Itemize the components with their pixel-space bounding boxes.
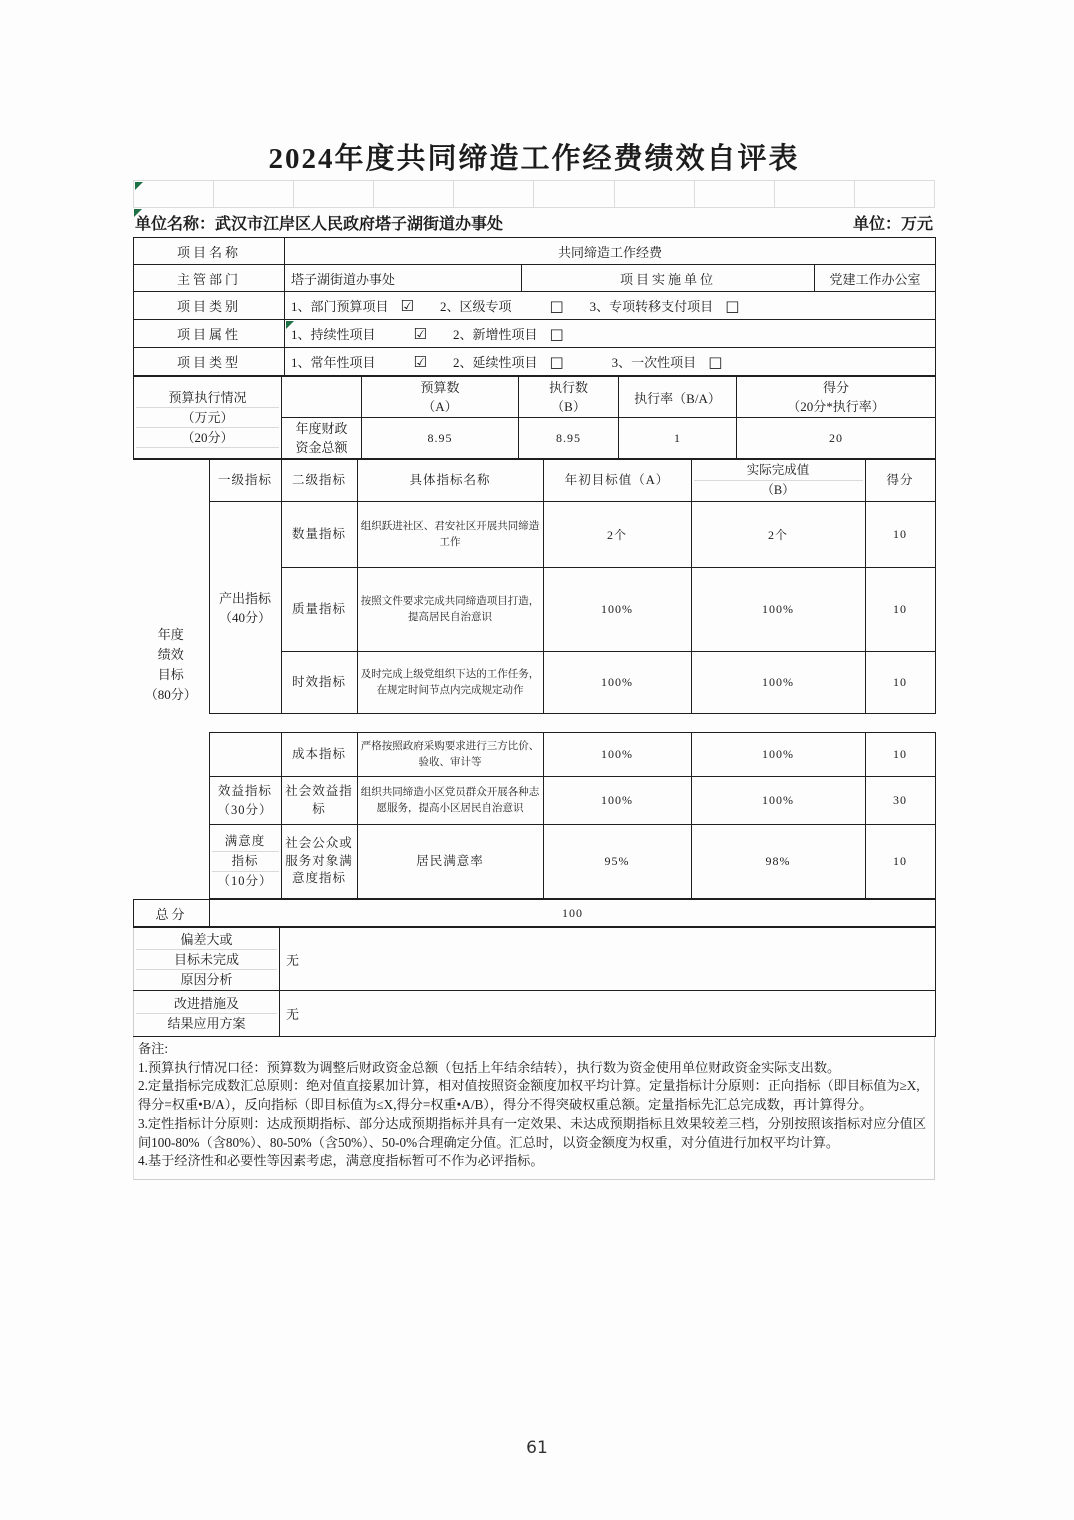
green-triangle-marker <box>134 209 142 217</box>
type-option-2 <box>453 352 564 371</box>
type-label: 项目类型 <box>134 348 285 376</box>
grid-cell <box>695 181 775 207</box>
notes-title: 备注: <box>138 1041 169 1056</box>
improvement-value: 无 <box>280 991 936 1037</box>
indicator-target: 100% <box>543 733 691 777</box>
annual-label-line: 绩效 <box>157 646 184 662</box>
group-label-line: 满意度 <box>212 832 279 852</box>
attribute-label: 项目属性 <box>134 320 285 348</box>
indicator-actual: 100% <box>691 652 865 714</box>
category-option-2 <box>440 296 564 315</box>
note-item-1: 1.预算执行情况口径：预算数为调整后财政资金总额（包括上年结余结转），执行数为资金使用单位财政资金实际支出数。 <box>138 1059 841 1075</box>
option-text: 2、区级专项 <box>439 299 512 314</box>
green-triangle-marker <box>286 321 294 329</box>
header-score: 得分 <box>865 460 935 502</box>
budget-empty-cell <box>282 377 362 418</box>
indicator-name: 及时完成上级党组织下达的工作任务，在规定时间节点内完成规定动作 <box>357 652 543 714</box>
checkbox-unchecked-icon[interactable]: □ <box>549 296 564 315</box>
impl-unit-label: 项目实施单位 <box>522 265 815 292</box>
exec-rate: 1 <box>619 418 737 459</box>
indicator-actual: 100% <box>691 733 865 777</box>
annual-fund-label <box>282 418 362 459</box>
benefit-group-label <box>209 777 281 825</box>
label-line: 原因分析 <box>180 971 233 987</box>
checkbox-unchecked-icon[interactable]: □ <box>549 352 564 371</box>
indicator-target: 2个 <box>543 502 691 568</box>
unit-name-row <box>133 208 935 237</box>
grid-cell <box>615 181 695 207</box>
indicator-actual: 100% <box>691 568 865 652</box>
annual-goal-continuation-spacer <box>133 733 209 899</box>
header-line: 执行数 <box>548 380 588 395</box>
option-text: 2、新增性项目 <box>452 327 538 342</box>
dept-value: 塔子湖街道办事处 <box>285 265 522 292</box>
attribute-option-2 <box>453 324 564 343</box>
checkbox-checked-icon[interactable]: ☑ <box>413 324 427 343</box>
unit-of-measure: 单位：万元 <box>852 216 933 233</box>
header-line: （B） <box>551 399 586 414</box>
indicator-score: 10 <box>865 502 935 568</box>
indicator-level2: 社会公众或服务对象满意度指标 <box>281 825 357 899</box>
option-text: 1、持续性项目 <box>291 327 376 342</box>
annual-label-line: 年度 <box>157 626 184 642</box>
green-triangle-marker <box>135 182 143 190</box>
category-option-1 <box>291 296 414 315</box>
indicator-level2: 社会效益指标 <box>281 777 357 825</box>
label-line: 改进措施及 <box>136 994 277 1014</box>
indicator-actual: 2个 <box>691 502 865 568</box>
label-line: 结果应用方案 <box>167 1016 246 1031</box>
indicator-actual: 100% <box>691 777 865 825</box>
satisfaction-group-label <box>209 825 281 899</box>
group-label-line: 产出指标 <box>218 590 271 606</box>
output-group-continuation <box>209 733 281 777</box>
deviation-label <box>134 928 280 991</box>
indicator-score: 10 <box>865 652 935 714</box>
attribute-option-1 <box>291 324 427 343</box>
grid-cell <box>294 181 374 207</box>
budget-label-line: （万元） <box>136 408 279 428</box>
analysis-table <box>133 927 936 1037</box>
label-line: 偏差大或 <box>136 930 277 950</box>
self-evaluation-form <box>133 138 935 1180</box>
header-line: （B） <box>761 483 795 497</box>
notes-section <box>133 1037 935 1180</box>
budget-label-line: 预算执行情况 <box>136 388 279 408</box>
header-actual <box>691 460 865 502</box>
indicator-actual: 98% <box>691 825 865 899</box>
indicator-name: 按照文件要求完成共同缔造项目打造，提高居民自治意识 <box>357 568 543 652</box>
header-line: 得分 <box>822 380 849 395</box>
option-text: 3、一次性项目 <box>611 355 697 370</box>
indicator-target: 100% <box>543 652 691 714</box>
checkbox-unchecked-icon[interactable]: □ <box>708 352 723 371</box>
indicator-score: 10 <box>865 733 935 777</box>
header-level2: 二级指标 <box>281 460 357 502</box>
budget-score: 20 <box>737 418 936 459</box>
indicators-table-part1 <box>133 459 936 714</box>
indicator-name: 居民满意率 <box>357 825 543 899</box>
indicator-level2: 质量指标 <box>281 568 357 652</box>
annual-goal-label <box>133 460 209 714</box>
type-value <box>285 348 936 376</box>
option-text: 2、延续性项目 <box>452 355 538 370</box>
header-level1: 一级指标 <box>209 460 281 502</box>
dept-label: 主管部门 <box>134 265 285 292</box>
deviation-value: 无 <box>280 928 936 991</box>
total-score-label: 总分 <box>134 900 210 927</box>
output-group-label <box>209 502 281 714</box>
group-label-line: 指标 <box>212 852 279 872</box>
project-name-value: 共同缔造工作经费 <box>285 238 936 265</box>
group-label-line: 效益指标 <box>217 783 272 798</box>
header-line: 预算数 <box>420 380 460 395</box>
header-line: 实际完成值 <box>694 461 863 481</box>
indicator-target: 100% <box>543 568 691 652</box>
total-score-value: 100 <box>210 900 936 927</box>
total-score-table <box>133 899 936 927</box>
indicator-level2: 成本指标 <box>281 733 357 777</box>
improvement-label <box>134 991 280 1037</box>
indicator-target: 95% <box>543 825 691 899</box>
grid-cell <box>133 181 214 207</box>
header-indicator-name: 具体指标名称 <box>357 460 543 502</box>
group-label-line: （10分） <box>217 874 273 888</box>
grid-cell <box>454 181 534 207</box>
annual-label-line: （80分） <box>144 686 197 702</box>
category-option-3 <box>590 296 740 315</box>
header-target: 年初目标值（A） <box>543 460 691 502</box>
option-text: 1、常年性项目 <box>291 355 376 370</box>
category-label: 项目类别 <box>134 292 285 320</box>
type-option-3 <box>612 352 723 371</box>
project-info-table <box>133 237 936 376</box>
label-line: 目标未完成 <box>136 950 277 970</box>
header-line: （20分*执行率） <box>787 399 885 414</box>
type-option-1 <box>291 352 427 371</box>
checkbox-unchecked-icon[interactable]: □ <box>725 296 740 315</box>
unit-name-text <box>135 211 503 234</box>
budget-col-header <box>362 377 519 418</box>
exec-amount: 8.95 <box>519 418 619 459</box>
indicator-name: 组织共同缔造小区党员群众开展各种志愿服务，提高小区居民自治意识 <box>357 777 543 825</box>
unit-name-label: 单位名称： <box>135 216 216 233</box>
score-col-header <box>737 377 936 418</box>
annual-label-line: 目标 <box>157 666 184 682</box>
attribute-value <box>285 320 936 348</box>
checkbox-unchecked-icon[interactable]: □ <box>549 324 564 343</box>
indicator-target: 100% <box>543 777 691 825</box>
impl-unit-value: 党建工作办公室 <box>815 265 936 292</box>
rate-col-header: 执行率（B/A） <box>619 377 737 418</box>
spreadsheet-grid-row <box>133 180 935 208</box>
grid-cell <box>855 181 935 207</box>
grid-cell <box>214 181 294 207</box>
option-text: 1、部门预算项目 <box>291 299 389 314</box>
group-label-line: （40分） <box>218 609 271 625</box>
indicators-table-part2 <box>133 732 936 899</box>
checkbox-checked-icon[interactable]: ☑ <box>413 352 427 371</box>
indicator-name: 组织跃进社区、君安社区开展共同缔造工作 <box>357 502 543 568</box>
header-line: （A） <box>422 399 458 414</box>
budget-amount: 8.95 <box>362 418 519 459</box>
form-title: 2024年度共同缔造工作经费绩效自评表 <box>268 143 800 175</box>
indicator-name: 严格按照政府采购要求进行三方比价、验收、审计等 <box>357 733 543 777</box>
grid-cell <box>775 181 855 207</box>
unit-name-value: 武汉市江岸区人民政府塔子湖街道办事处 <box>215 216 504 233</box>
page-break-gap <box>133 714 935 732</box>
page-number: 61 <box>526 1438 548 1458</box>
label-line: 资金总额 <box>295 440 348 455</box>
budget-section-label <box>134 377 282 459</box>
note-item-4: 4.基于经济性和必要性等因素考虑，满意度指标暂可不作为必评指标。 <box>138 1153 544 1169</box>
grid-cell <box>374 181 454 207</box>
indicator-level2: 数量指标 <box>281 502 357 568</box>
label-line: 年度财政 <box>295 421 348 436</box>
grid-cell <box>534 181 614 207</box>
indicator-score: 30 <box>865 777 935 825</box>
exec-col-header <box>519 377 619 418</box>
option-text: 3、专项转移支付项目 <box>589 299 714 314</box>
note-item-2: 2.定量指标完成数汇总原则：绝对值直接累加计算，相对值按照资金额度加权平均计算。定量指标计分原则：正向指标（即目标值为≥X,得分=权重•B/A），反向指标（即目标值为≤X,得分=权重•A/B），得分不得突破权重总额。定量指标先汇总完成数，再计算得分。 <box>138 1078 920 1113</box>
checkbox-checked-icon[interactable]: ☑ <box>400 296 414 315</box>
indicator-score: 10 <box>865 825 935 899</box>
indicator-level2: 时效指标 <box>281 652 357 714</box>
group-label-line: （30分） <box>217 802 273 817</box>
note-item-3: 3.定性指标计分原则：达成预期指标、部分达成预期指标并具有一定效果、未达成预期指标且效果较差三档，分别按照该指标对应分值区间100-80%（含80%）、80-50%（含50%）、50-0%合理确定分值。汇总时，以资金额度为权重，对分值进行加权平均计算。 <box>138 1115 926 1150</box>
budget-label-line: （20分） <box>136 428 279 448</box>
category-value <box>285 292 936 320</box>
budget-execution-table <box>133 376 936 459</box>
project-name-label: 项目名称 <box>134 238 285 265</box>
indicator-score: 10 <box>865 568 935 652</box>
